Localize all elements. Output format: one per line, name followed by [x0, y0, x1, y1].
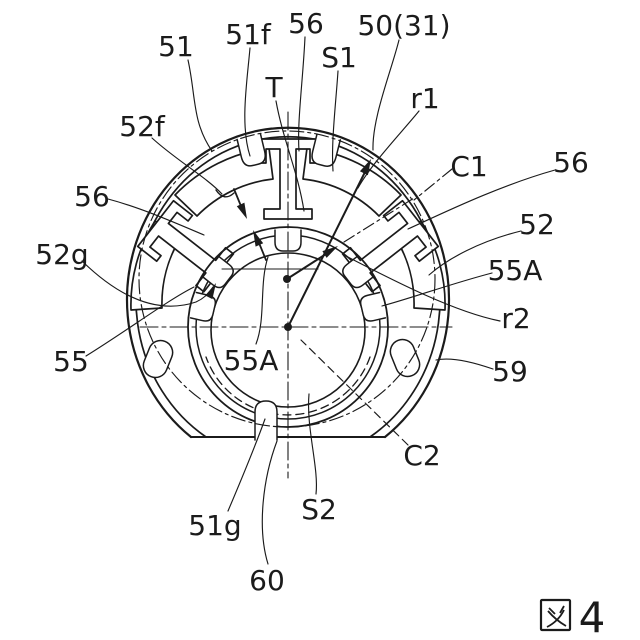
leader-50-31: [373, 40, 399, 150]
label-52f: 52f: [119, 110, 165, 143]
label-51f: 51f: [225, 18, 271, 51]
leader-59: [436, 359, 493, 369]
label-50-31: 50(31): [357, 9, 451, 42]
label-55a-mid: 55A: [223, 344, 279, 377]
label-r1: r1: [410, 82, 440, 115]
label-60: 60: [249, 564, 285, 597]
label-s2: S2: [301, 493, 337, 526]
label-t: T: [265, 71, 283, 104]
notch-51g: [255, 401, 277, 440]
label-56-right: 56: [553, 146, 589, 179]
reference-labels: [35, 7, 589, 597]
label-56-top: 56: [288, 7, 324, 40]
label-52: 52: [519, 208, 555, 241]
leader-60: [262, 441, 277, 564]
leader-51g: [228, 419, 265, 511]
leader-s2: [309, 394, 317, 494]
leader-56-top: [299, 37, 305, 151]
center-dot-c1: [283, 275, 291, 283]
label-55: 55: [53, 345, 89, 378]
label-52g: 52g: [35, 238, 89, 271]
label-s1: S1: [321, 41, 357, 74]
leader-c1: [414, 169, 452, 200]
label-55a-right: 55A: [487, 254, 543, 287]
zu-kanji-glyph: [541, 600, 570, 630]
figure-caption: [541, 593, 605, 640]
label-51g: 51g: [188, 509, 242, 542]
label-c2: C2: [403, 439, 441, 472]
leader-55a-mid: [256, 257, 268, 344]
label-r2: r2: [501, 302, 531, 335]
label-56-left: 56: [74, 180, 110, 213]
leader-51: [188, 60, 212, 151]
label-59: 59: [492, 355, 528, 388]
oblong-hole-left: [140, 337, 176, 381]
bump-55a-far-right: [359, 293, 385, 323]
label-c1: C1: [450, 150, 488, 183]
r2-arrowhead: [322, 246, 338, 258]
figure-number: 4: [578, 593, 606, 640]
center-dot-c2: [284, 323, 292, 331]
label-51: 51: [158, 30, 194, 63]
oblong-hole-59: [387, 336, 423, 380]
